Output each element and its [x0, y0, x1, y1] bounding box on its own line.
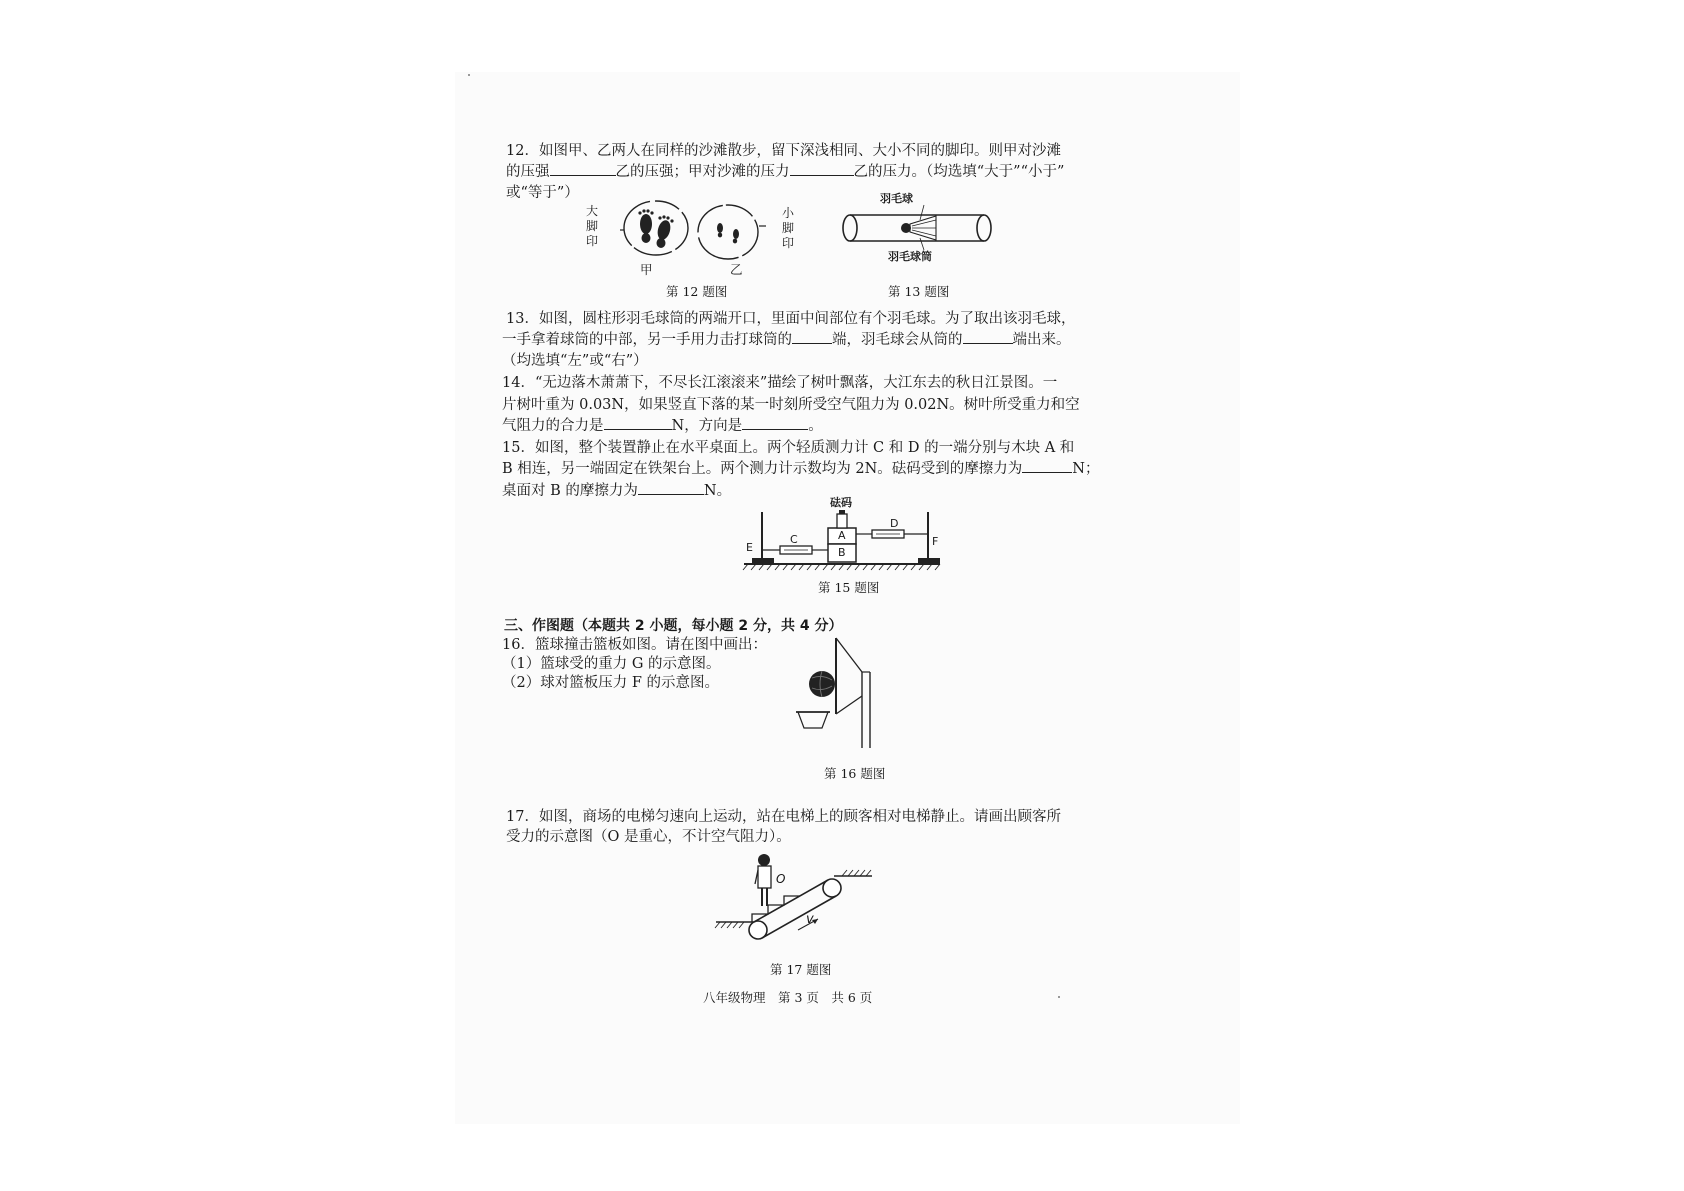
q13-text-c: 端出来。	[1012, 332, 1071, 348]
q15-line1: 15．如图，整个装置静止在水平桌面上。两个轻质测力计 C 和 D 的一端分别与木块 A 和	[502, 440, 1075, 456]
q16-line2: （1）篮球受的重力 G 的示意图。	[502, 656, 721, 672]
q13-text-b: 端，羽毛球会从筒的	[832, 332, 963, 348]
q12-text-a: 的压强	[506, 164, 550, 180]
figure-15	[740, 494, 946, 572]
scale-c-label: C	[790, 533, 798, 546]
q17-line2: 受力的示意图（O 是重心，不计空气阻力）。	[506, 829, 791, 845]
q14-text-b: N，方向是	[671, 418, 743, 434]
q12-line1: 12．如图甲、乙两人在同样的沙滩散步，留下深浅相同、大小不同的脚印。则甲对沙滩	[506, 143, 1061, 159]
q15-blank-1[interactable]	[1022, 458, 1072, 473]
velocity-label: v	[806, 912, 814, 927]
basketball-backboard-drawing	[790, 636, 880, 754]
jia-label: 甲	[640, 262, 653, 277]
q15-line3	[502, 480, 731, 502]
q12-blank-2[interactable]	[790, 161, 854, 176]
q14-text-a: 气阻力的合力是	[502, 418, 604, 434]
q17-line1: 17．如图，商场的电梯匀速向上运动，站在电梯上的顾客相对电梯静止。请画出顾客所	[506, 809, 1061, 825]
figure-13-caption: 第 13 题图	[888, 284, 950, 299]
weight-label: 砝码	[830, 496, 852, 509]
q14-blank-1[interactable]	[604, 415, 672, 430]
figure-13	[836, 190, 998, 268]
q15-text-c: 桌面对 B 的摩擦力为	[502, 483, 638, 499]
footprints-drawing	[584, 196, 814, 278]
scan-speck	[468, 74, 470, 76]
figure-17	[712, 846, 876, 942]
q12-text-b: 乙的压强；甲对沙滩的压力	[615, 164, 790, 180]
q12-text-c: 乙的压力。（均选填“大于”“小于”	[853, 164, 1065, 180]
q14-line2: 片树叶重为 0.03N，如果竖直下落的某一时刻所受空气阻力为 0.02N。树叶所受重力和空	[502, 397, 1080, 413]
escalator-drawing	[712, 846, 876, 942]
shuttlecock-label: 羽毛球	[880, 192, 913, 205]
figure-12-caption: 第 12 题图	[666, 284, 728, 299]
q14-line1: 14．“无边落木萧萧下，不尽长江滚滚来”描绘了树叶飘落，大江东去的秋日江景图。一	[502, 375, 1058, 391]
q14-text-c: 。	[808, 418, 823, 434]
figure-12	[584, 196, 814, 278]
q13-line3: （均选填“左”或“右”）	[502, 353, 648, 369]
q16-line3: （2）球对篮板压力 F 的示意图。	[502, 675, 720, 691]
q12-line2	[506, 161, 1064, 183]
figure-16	[790, 636, 880, 754]
stand-e-label: E	[746, 541, 753, 554]
big-footprint-label: 大 脚 印	[586, 204, 599, 248]
q14-line3	[502, 415, 823, 437]
figure-17-caption: 第 17 题图	[770, 962, 832, 977]
q13-text-a: 一手拿着球筒的中部，另一手用力击打球筒的	[502, 332, 792, 348]
figure-15-caption: 第 15 题图	[818, 580, 880, 595]
figure-16-caption: 第 16 题图	[824, 766, 886, 781]
center-of-gravity-label: O	[776, 872, 786, 886]
q15-line2	[502, 458, 1099, 480]
yi-label: 乙	[730, 262, 743, 277]
q13-blank-1[interactable]	[792, 329, 832, 344]
page-footer: 八年级物理 第 3 页 共 6 页	[703, 990, 873, 1005]
q13-blank-2[interactable]	[963, 329, 1013, 344]
q15-blank-2[interactable]	[638, 480, 704, 495]
q15-text-a: B 相连，另一端固定在铁架台上。两个测力计示数均为 2N。砝码受到的摩擦力为	[502, 461, 1023, 477]
q12-blank-1[interactable]	[550, 161, 616, 176]
section-3-heading: 三、作图题（本题共 2 小题，每小题 2 分，共 4 分）	[504, 618, 843, 634]
q15-text-d: N。	[703, 483, 732, 499]
q13-line1: 13．如图，圆柱形羽毛球筒的两端开口，里面中间部位有个羽毛球。为了取出该羽毛球，	[506, 311, 1076, 327]
q15-text-b: N；	[1072, 461, 1100, 477]
block-b-label: B	[838, 546, 846, 559]
scan-speck	[1058, 996, 1060, 998]
tube-label: 羽毛球筒	[888, 250, 932, 263]
block-a-label: A	[838, 529, 846, 542]
q16-line1: 16．篮球撞击篮板如图。请在图中画出：	[502, 637, 767, 653]
stand-f-label: F	[932, 535, 939, 548]
q14-blank-2[interactable]	[742, 415, 808, 430]
scale-d-label: D	[890, 517, 899, 530]
q12-line3: 或“等于”）	[506, 185, 579, 201]
q13-line2	[502, 329, 1071, 351]
small-footprint-label: 小 脚 印	[782, 206, 795, 250]
